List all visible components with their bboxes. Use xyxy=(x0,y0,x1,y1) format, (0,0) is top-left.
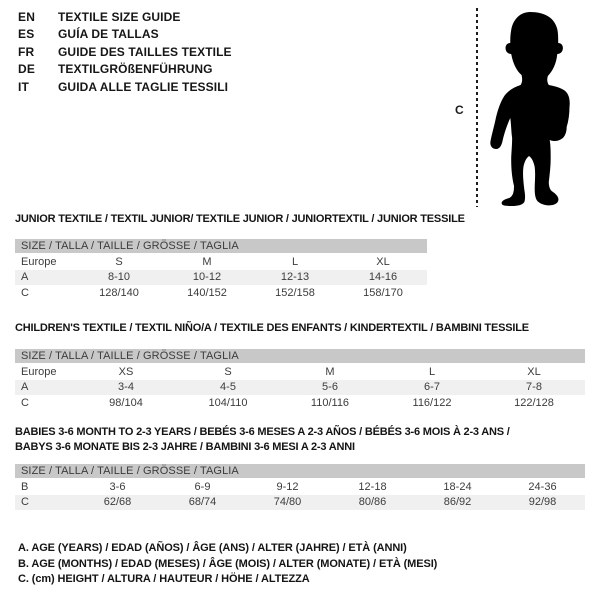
table-row-age xyxy=(15,270,427,286)
row-label: A xyxy=(21,381,29,394)
row-label: Europe xyxy=(21,256,57,269)
table-row-europe xyxy=(15,364,585,380)
lang-code: FR xyxy=(18,44,35,59)
height-cell: 74/80 xyxy=(273,496,302,509)
lang-label: GUÍA DE TALLAS xyxy=(58,27,159,42)
row-label: C xyxy=(21,396,29,409)
height-measure-label: C xyxy=(455,103,464,117)
table-row-age-months xyxy=(15,479,585,495)
height-cell: 104/110 xyxy=(208,396,248,409)
height-cell: 152/158 xyxy=(275,286,315,299)
footnotes-block xyxy=(18,541,437,588)
lang-row-it xyxy=(18,78,232,96)
lang-label: GUIDE DES TAILLES TEXTILE xyxy=(58,44,232,59)
footnote-a: A. AGE (YEARS) / EDAD (AÑOS) / ÂGE (ANS) / ALTER (JAHRE) / ETÀ (ANNI) xyxy=(18,542,407,554)
height-cell: 158/170 xyxy=(363,286,403,299)
size-cell: XL xyxy=(527,366,541,379)
row-label: B xyxy=(21,481,29,494)
size-cell: XL xyxy=(376,256,390,269)
age-cell: 12-13 xyxy=(280,271,310,284)
footnote-b: B. AGE (MONTHS) / EDAD (MESES) / ÂGE (MOIS) / ALTER (MONATE) / ETÀ (MESI) xyxy=(18,557,438,570)
height-cell: 128/140 xyxy=(99,286,139,299)
babies-title-line1: BABIES 3-6 MONTH TO 2-3 YEARS / BEBÉS 3-6 MESES A 2-3 AÑOS / BÉBÉS 3-6 MOIS À 2-3 ANS / xyxy=(15,426,510,438)
babies-title-line2: BABYS 3-6 MONATE BIS 2-3 JAHRE / BAMBINI 3-6 MESI A 2-3 ANNI xyxy=(15,441,355,453)
age-cell: 4-5 xyxy=(220,381,236,394)
lang-code: IT xyxy=(18,79,30,94)
age-cell: 24-36 xyxy=(528,481,557,494)
height-dashed-line xyxy=(476,8,478,207)
height-cell: 110/116 xyxy=(310,396,350,409)
footnote-c: C. (cm) HEIGHT / ALTURA / HAUTEUR / HÖHE / ALTEZZA xyxy=(18,573,310,585)
table-row-height xyxy=(15,495,585,511)
age-cell: 3-6 xyxy=(109,481,126,494)
age-cell: 10-12 xyxy=(192,271,222,284)
height-cell: 98/104 xyxy=(109,396,143,409)
age-cell: 8-10 xyxy=(107,271,131,284)
children-size-table xyxy=(15,349,585,411)
table-row-height xyxy=(15,285,427,301)
lang-row-es xyxy=(18,26,232,44)
height-cell: 116/122 xyxy=(412,396,452,409)
size-header-bar: SIZE / TALLA / TAILLE / GRÖSSE / TAGLIA xyxy=(15,464,585,479)
age-cell: 9-12 xyxy=(276,481,299,494)
size-header-bar: SIZE / TALLA / TAILLE / GRÖSSE / TAGLIA xyxy=(15,239,427,254)
size-cell: S xyxy=(115,256,123,269)
row-label: C xyxy=(21,496,29,509)
row-label: A xyxy=(21,271,29,284)
lang-code: EN xyxy=(18,9,36,24)
table-row-europe xyxy=(15,254,427,270)
size-header-bar: SIZE / TALLA / TAILLE / GRÖSSE / TAGLIA xyxy=(15,349,585,364)
age-cell: 18-24 xyxy=(443,481,472,494)
age-cell: 6-7 xyxy=(424,381,440,394)
size-cell: L xyxy=(291,256,299,269)
lang-row-en xyxy=(18,8,232,26)
lang-label: TEXTILGRÖßENFÜHRUNG xyxy=(58,62,213,77)
age-cell: 3-4 xyxy=(118,381,134,394)
size-cell: XS xyxy=(118,366,134,379)
lang-label: GUIDA ALLE TAGLIE TESSILI xyxy=(58,79,229,94)
size-cell: M xyxy=(202,256,212,269)
height-cell: 92/98 xyxy=(528,496,557,509)
height-cell: 62/68 xyxy=(103,496,132,509)
junior-table-title: JUNIOR TEXTILE / TEXTIL JUNIOR/ TEXTILE JUNIOR / JUNIORTEXTIL / JUNIOR TESSILE xyxy=(15,213,465,225)
babies-table-title xyxy=(15,425,510,455)
height-cell: 122/128 xyxy=(514,396,554,409)
age-cell: 5-6 xyxy=(322,381,338,394)
age-cell: 6-9 xyxy=(194,481,211,494)
row-label: C xyxy=(21,286,29,299)
height-cell: 80/86 xyxy=(358,496,387,509)
size-cell: S xyxy=(224,366,232,379)
lang-row-de xyxy=(18,61,232,79)
language-title-block xyxy=(18,8,232,96)
children-table-title: CHILDREN'S TEXTILE / TEXTIL NIÑO/A / TEXTILE DES ENFANTS / KINDERTEXTIL / BAMBINI TESSILE xyxy=(15,322,529,334)
babies-size-table xyxy=(15,464,585,510)
height-cell: 86/92 xyxy=(443,496,472,509)
row-label: Europe xyxy=(21,366,57,379)
lang-row-fr xyxy=(18,43,232,61)
baby-silhouette-icon xyxy=(483,6,577,206)
lang-code: DE xyxy=(18,62,36,77)
lang-label: TEXTILE SIZE GUIDE xyxy=(58,9,181,24)
size-cell: L xyxy=(428,366,436,379)
age-cell: 12-18 xyxy=(358,481,387,494)
table-row-age xyxy=(15,380,585,396)
age-cell: 14-16 xyxy=(368,271,398,284)
age-cell: 7-8 xyxy=(526,381,542,394)
lang-code: ES xyxy=(18,27,35,42)
size-cell: M xyxy=(325,366,335,379)
height-cell: 140/152 xyxy=(187,286,227,299)
height-cell: 68/74 xyxy=(188,496,217,509)
junior-size-table xyxy=(15,239,427,301)
table-row-height xyxy=(15,395,585,411)
